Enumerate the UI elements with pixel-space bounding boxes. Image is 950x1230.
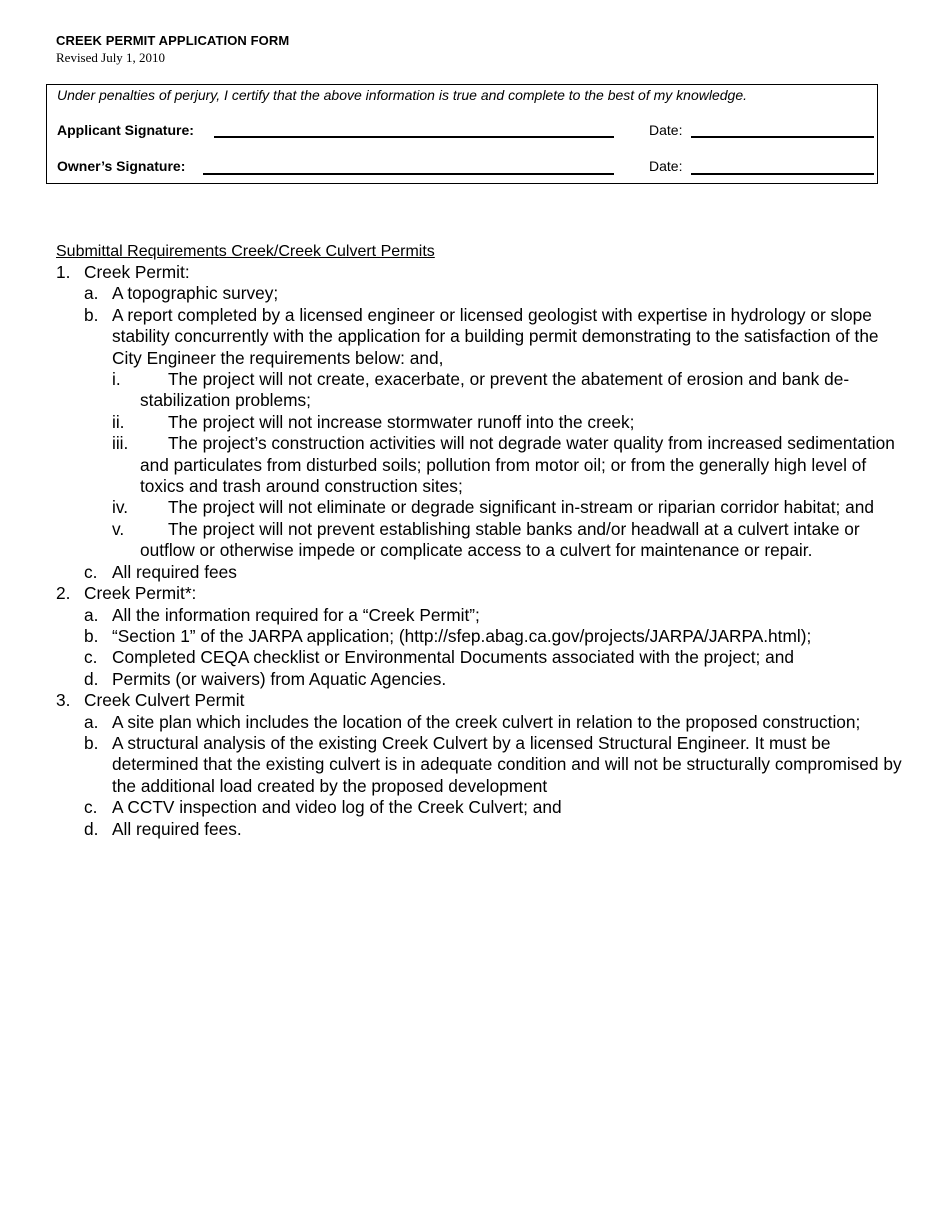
list-item — [56, 497, 906, 518]
item-text: Creek Permit*: — [84, 583, 197, 604]
item-text: The project’s construction activities will not degrade water quality from increased sedimentation and particulates from disturbed soils; pollution from motor oil; or from the generally high level of toxics and trash around construction sites; — [140, 433, 895, 497]
item-text: All required fees. — [112, 818, 242, 839]
item-text: All required fees — [112, 561, 237, 582]
item-marker: 3. — [56, 690, 71, 711]
item-marker: i. — [112, 369, 121, 390]
list-item — [56, 647, 906, 668]
owner-date-label: Date: — [649, 158, 683, 174]
item-text: A topographic survey; — [112, 283, 279, 304]
item-text: All the information required for a “Creek Permit”; — [112, 604, 480, 625]
certification-statement: Under penalties of perjury, I certify that the above information is true and complete to the best of my knowledge. — [57, 87, 747, 103]
list-item — [56, 690, 906, 711]
item-text: A CCTV inspection and video log of the Creek Culvert; and — [112, 797, 562, 818]
item-text: A report completed by a licensed engineer or licensed geologist with expertise in hydrology or slope stability concurrently with the application for a building permit demonstrating to the satisfaction of the City Engineer the requirements below: and, — [112, 304, 879, 368]
item-text: A site plan which includes the location of the creek culvert in relation to the proposed construction; — [112, 711, 861, 732]
list-item — [56, 262, 906, 283]
certification-box — [46, 84, 878, 184]
item-marker: b. — [84, 625, 99, 646]
list-item — [56, 669, 906, 690]
item-marker: a. — [84, 283, 99, 304]
item-marker: c. — [84, 561, 98, 582]
item-text: Creek Permit: — [84, 262, 190, 282]
list-item — [56, 583, 906, 604]
item-marker: v. — [112, 518, 125, 539]
list-item — [56, 283, 906, 304]
item-text: The project will not prevent establishing stable banks and/or headwall at a culvert intake or outflow or otherwise impede or complicate access to a culvert for maintenance or repair. — [140, 518, 860, 561]
revision-date: Revised July 1, 2010 — [56, 50, 166, 65]
item-marker: b. — [84, 732, 99, 753]
item-marker: b. — [84, 304, 99, 325]
list-item — [56, 712, 906, 733]
item-marker: c. — [84, 797, 98, 818]
list-item — [56, 519, 906, 562]
item-marker: iii. — [112, 433, 129, 454]
owner-signature-label: Owner’s Signature: — [57, 158, 186, 174]
applicant-date-label: Date: — [649, 122, 683, 138]
form-title: CREEK PERMIT APPLICATION FORM — [56, 33, 290, 48]
list-item — [56, 433, 906, 497]
requirements-list — [56, 262, 906, 840]
item-marker: 1. — [56, 262, 71, 282]
list-item — [56, 412, 906, 433]
owner-signature-field[interactable] — [203, 173, 614, 175]
item-text: A structural analysis of the existing Creek Culvert by a licensed Structural Engineer. It must be determined that the existing culvert is in adequate condition and will not be structurally compromised by the additional load created by the proposed development — [112, 732, 902, 796]
item-marker: d. — [84, 818, 99, 839]
item-text: The project will not eliminate or degrade significant in-stream or riparian corridor habitat; and — [168, 497, 874, 518]
item-marker: iv. — [112, 497, 128, 518]
item-text: Completed CEQA checklist or Environmental Documents associated with the project; and — [112, 647, 794, 668]
list-item — [56, 605, 906, 626]
item-marker: 2. — [56, 583, 71, 604]
applicant-signature-label: Applicant Signature: — [57, 122, 194, 138]
list-item — [56, 819, 906, 840]
item-marker: ii. — [112, 411, 125, 432]
item-text: Creek Culvert Permit — [84, 690, 245, 711]
item-marker: a. — [84, 711, 99, 732]
list-item — [56, 797, 906, 818]
item-marker: a. — [84, 604, 99, 625]
item-text: Permits (or waivers) from Aquatic Agencies. — [112, 668, 447, 689]
list-item — [56, 369, 906, 412]
item-text: The project will not create, exacerbate, or prevent the abatement of erosion and bank de-stabilization problems; — [140, 369, 850, 411]
item-text: “Section 1” of the JARPA application; (http://sfep.abag.ca.gov/projects/JARPA/JARPA.html); — [112, 625, 812, 646]
applicant-signature-field[interactable] — [214, 136, 614, 138]
list-item — [56, 626, 906, 647]
list-item — [56, 305, 906, 369]
item-marker: d. — [84, 668, 99, 689]
item-text: The project will not increase stormwater runoff into the creek; — [168, 411, 635, 432]
applicant-date-field[interactable] — [691, 136, 874, 138]
list-item — [56, 562, 906, 583]
item-marker: c. — [84, 647, 98, 668]
requirements-heading: Submittal Requirements Creek/Creek Culvert Permits — [56, 243, 435, 260]
owner-date-field[interactable] — [691, 173, 874, 175]
list-item — [56, 733, 906, 797]
